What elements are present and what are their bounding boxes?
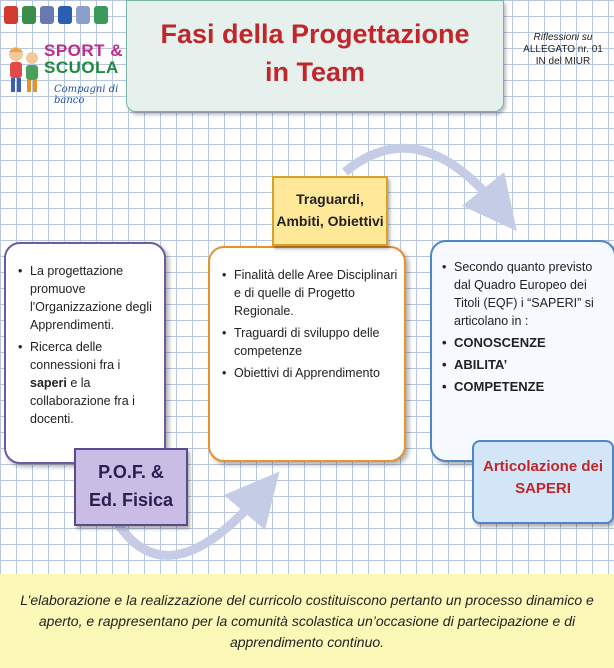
traguardi-item-2: • Traguardi di sviluppo delle competenze (234, 324, 398, 360)
brand-title-second: SCUOLA (44, 58, 119, 77)
saperi-intro: • Secondo quanto previsto dal Quadro Europeo dei Titoli (EQF) i “SAPERI” si articolano in : (454, 258, 608, 330)
saperi-item-abilita: • ABILITA’ (454, 356, 608, 374)
traguardi-item-3: • Obiettivi di Apprendimento (234, 364, 398, 382)
main-title-box (126, 0, 504, 112)
brand-logo (4, 36, 124, 106)
brand-title: SPORT & SCUOLA (44, 41, 124, 77)
brand-subtitle: Compagni di banco (54, 84, 119, 106)
traguardi-item-1: • Finalità delle Aree Disciplinari e di quelle di Progetto Regionale. (234, 266, 398, 320)
traguardi-label-box: Traguardi, Ambiti, Obiettivi (272, 176, 388, 246)
italia-logo-icon (94, 6, 108, 24)
institution-logos (4, 4, 112, 26)
kids-icon (6, 44, 42, 96)
saperi-item-competenze: • COMPETENZE (454, 378, 608, 396)
pof-label-box: P.O.F. & Ed. Fisica (74, 448, 188, 526)
pof-card (4, 242, 166, 464)
pof-item-1: • La progettazione promuove l'Organizzazione degli Apprendimenti. (30, 262, 160, 334)
region-logo-icon (4, 6, 18, 24)
pof-item-2: • Ricerca delle connessioni fra i saperi e la collaborazione fra i docenti. (30, 338, 160, 428)
agency-logo-icon (76, 6, 90, 24)
main-title-line1: Fasi della Progettazione (160, 19, 470, 49)
saperi-label-box: Articolazione dei SAPERI (472, 440, 614, 524)
footer-text: L’elaborazione e la realizzazione del curricolo costituiscono pertanto un processo dinamico e aperto, e rappresentano per la comunità scolastica un’occasione di partecipazione e di apprendimento continuo. (20, 592, 594, 650)
reference-note: Riflessioni su ALLEGATO nr. 01 IN del MIUR (523, 32, 603, 67)
ministry-logo-icon (40, 6, 54, 24)
saperi-item-conoscenze: • CONOSCENZE (454, 334, 608, 352)
emblem-icon (22, 6, 36, 24)
footer-banner (0, 574, 614, 668)
traguardi-card (208, 246, 406, 462)
coni-logo-icon (58, 6, 72, 24)
main-title-line2: in Team (264, 57, 366, 87)
saperi-card (430, 240, 614, 462)
